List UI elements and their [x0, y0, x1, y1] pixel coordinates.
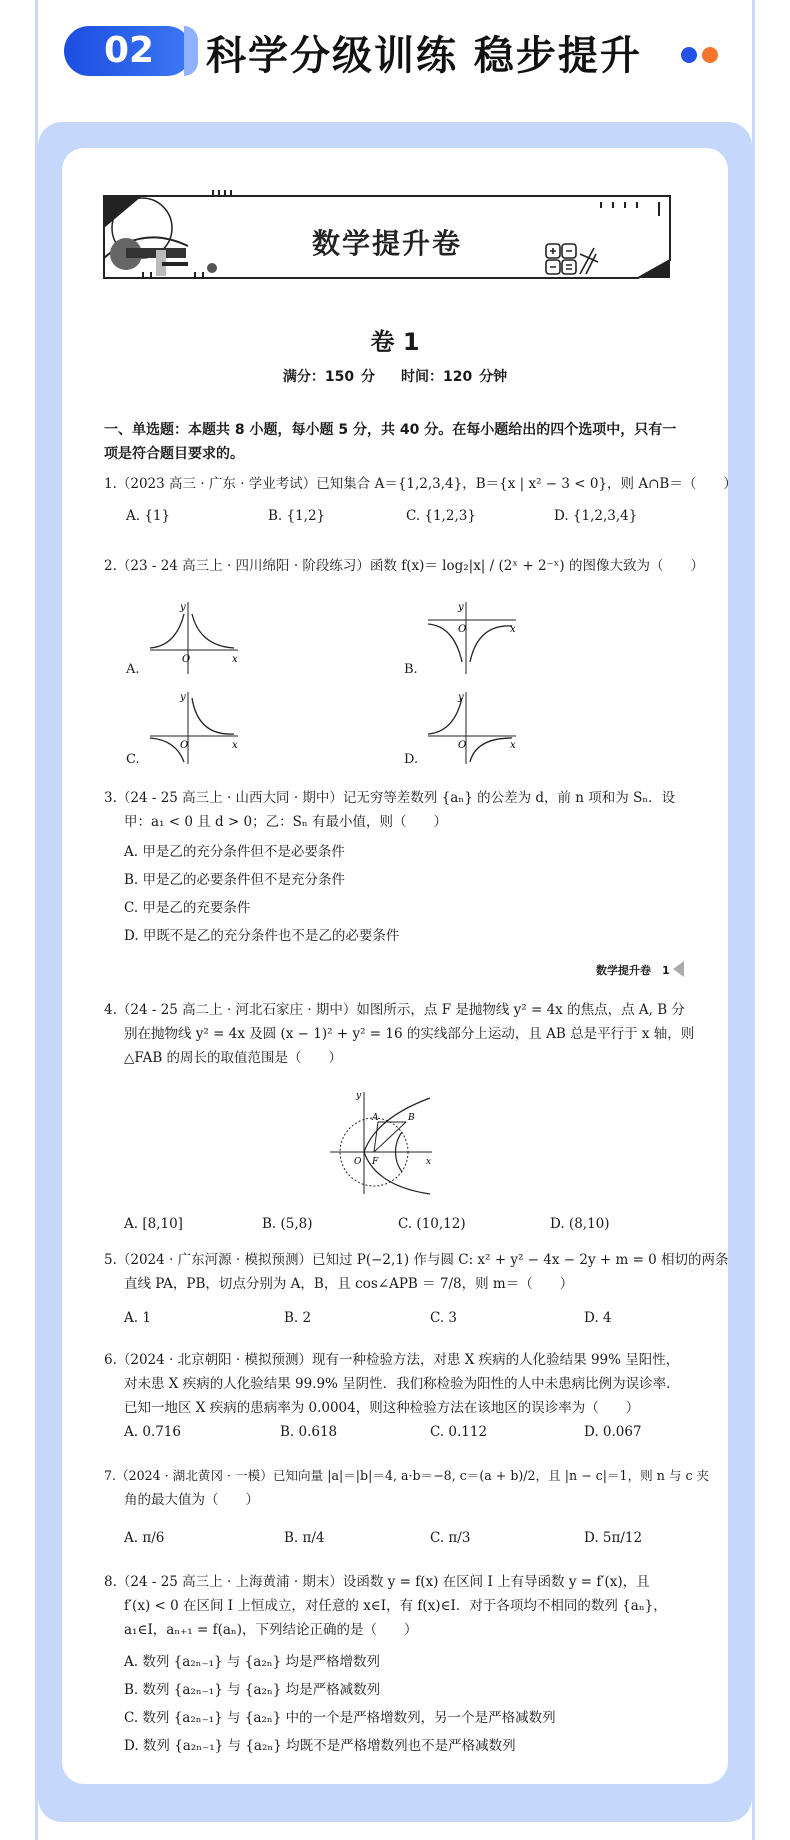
question-6 — [104, 1348, 688, 1420]
q4-option-a[interactable]: A. [8,10] — [124, 1216, 183, 1232]
question-6-options — [124, 1424, 684, 1448]
q2d-y: y — [458, 692, 464, 703]
q2-graph-d — [424, 690, 520, 766]
q4-focus: F — [372, 1157, 379, 1167]
exam-banner — [102, 188, 672, 284]
q2-label-c: C. — [126, 752, 140, 767]
q4-y: y — [356, 1091, 362, 1101]
q6-option-a[interactable]: A. 0.716 — [124, 1424, 181, 1440]
q4-diagram — [326, 1088, 436, 1198]
question-7-line1: 7.（2024 · 湖北黄冈 · 一模）已知向量 |a|＝|b|＝4, a·b＝−8, c＝(a + b)/2，且 |n − c|＝1，则 n 与 c 夹 — [104, 1468, 710, 1483]
exam-time: 时间：120 分钟 — [401, 369, 508, 385]
q2a-origin: O — [182, 654, 191, 665]
question-3-line1: 3.（24 - 25 高三上 · 山西大同 · 期中）记无穷等差数列 {aₙ} 的公差为 d，前 n 项和为 Sₙ．设 — [104, 790, 676, 806]
decor-dot-blue — [681, 47, 697, 63]
section-number-badge: 02 — [64, 26, 192, 76]
q2d-x: x — [510, 740, 516, 751]
q1-option-c[interactable]: C. {1,2,3} — [406, 508, 476, 524]
q6-option-d[interactable]: D. 0.067 — [584, 1424, 642, 1440]
q2b-y: y — [458, 602, 464, 613]
q4-x: x — [426, 1157, 432, 1167]
q4-origin: O — [354, 1157, 362, 1167]
q8-option-a[interactable]: A. 数列 {a₂ₙ₋₁} 与 {a₂ₙ} 均是严格增数列 — [124, 1654, 380, 1670]
section-instructions-line2: 项是符合题目要求的。 — [104, 446, 244, 462]
q2c-origin: O — [180, 740, 189, 751]
q4-point-a: A — [372, 1113, 379, 1123]
question-5-line1: 5.（2024 · 广东河源 · 模拟预测）已知过 P(−2,1) 作与圆 C: x² + y² − 4x − 2y + m = 0 相切的两条 — [104, 1252, 729, 1268]
question-1-options — [124, 508, 684, 532]
q1-option-b[interactable]: B. {1,2} — [268, 508, 326, 524]
question-8-options — [124, 1650, 684, 1762]
section-title: 科学分级训练 稳步提升 — [206, 33, 642, 79]
question-2-stem: 2.（23 - 24 高三上 · 四川绵阳 · 阶段练习）函数 f(x)＝ log₂|x| / (2ˣ + 2⁻ˣ) 的图像大致为（ ） — [104, 558, 704, 574]
q7-option-a[interactable]: A. π/6 — [124, 1530, 165, 1546]
q2d-origin: O — [458, 740, 467, 751]
q5-option-c[interactable]: C. 3 — [430, 1310, 458, 1326]
decor-dot-orange — [702, 47, 718, 63]
q2c-x: x — [232, 740, 238, 751]
question-4-line3: △FAB 的周长的取值范围是（ ） — [124, 1050, 343, 1066]
q8-option-d[interactable]: D. 数列 {a₂ₙ₋₁} 与 {a₂ₙ} 均既不是严格增数列也不是严格减数列 — [124, 1738, 516, 1754]
q1-option-a[interactable]: A. {1} — [126, 508, 171, 524]
q5-option-d[interactable]: D. 4 — [584, 1310, 612, 1326]
q3-option-b[interactable]: B. 甲是乙的必要条件但不是充分条件 — [124, 872, 346, 888]
question-1-stem: 1.（2023 高三 · 广东 · 学业考试）已知集合 A＝{1,2,3,4}，B＝{x | x² − 3 < 0}，则 A∩B＝（ ） — [104, 476, 737, 492]
question-4-line2: 别在抛物线 y² = 4x 及圆 (x − 1)² + y² = 16 的实线部分上运动，且 AB 总是平行于 x 轴，则 — [124, 1026, 695, 1042]
question-4 — [104, 998, 695, 1070]
q2-graph-a — [146, 600, 242, 676]
question-8 — [104, 1570, 688, 1642]
banner-title: 数学提升卷 — [311, 227, 462, 260]
question-7-options — [124, 1530, 684, 1554]
q7-option-b[interactable]: B. π/4 — [284, 1530, 325, 1546]
question-6-line2: 对未患 X 疾病的人化验结果 99.9% 呈阴性．我们称检验为阳性的人中未患病比例为误诊率． — [124, 1376, 680, 1392]
q6-option-b[interactable]: B. 0.618 — [280, 1424, 338, 1440]
question-6-line3: 已知一地区 X 疾病的患病率为 0.0004，则这种检验方法在该地区的误诊率为（ ） — [124, 1400, 640, 1416]
page-arrow-icon — [673, 961, 684, 977]
question-7-line2: 角的最大值为（ ） — [124, 1492, 259, 1508]
q7-option-c[interactable]: C. π/3 — [430, 1530, 471, 1546]
q3-option-a[interactable]: A. 甲是乙的充分条件但不是必要条件 — [124, 844, 345, 860]
q4-option-b[interactable]: B. (5,8) — [262, 1216, 313, 1232]
question-2 — [104, 554, 704, 578]
question-5-options — [124, 1310, 684, 1334]
question-8-line2: f′(x) < 0 在区间 I 上恒成立，对任意的 x∈I，有 f(x)∈I．对于各项均不相同的数列 {aₙ}， — [124, 1598, 667, 1614]
q2-label-a: A. — [126, 662, 140, 677]
page-footer: 数学提升卷 1 — [596, 964, 670, 977]
q2c-y: y — [180, 692, 186, 703]
question-3-options — [124, 840, 684, 952]
question-7 — [104, 1464, 710, 1512]
question-1 — [104, 472, 737, 496]
q7-option-d[interactable]: D. 5π/12 — [584, 1530, 643, 1546]
q3-option-d[interactable]: D. 甲既不是乙的充分条件也不是乙的必要条件 — [124, 928, 400, 944]
question-5 — [104, 1248, 729, 1296]
question-4-options — [124, 1216, 684, 1240]
section-instructions-line1: 一、单选题：本题共 8 小题，每小题 5 分，共 40 分。在每小题给出的四个选项中，只有一 — [104, 422, 677, 438]
q2a-y: y — [180, 602, 186, 613]
q2b-origin: O — [458, 624, 467, 635]
section-instructions — [104, 418, 688, 466]
question-3-line2: 甲：a₁ < 0 且 d > 0；乙：Sₙ 有最小值，则（ ） — [124, 814, 448, 830]
volume-title: 卷 1 — [370, 328, 420, 356]
q2b-x: x — [510, 624, 516, 635]
question-8-line3: a₁∈I，aₙ₊₁ = f(aₙ)，下列结论正确的是（ ） — [124, 1622, 418, 1638]
exam-meta — [0, 366, 790, 386]
q8-option-c[interactable]: C. 数列 {a₂ₙ₋₁} 与 {a₂ₙ} 中的一个是严格增数列，另一个是严格减数列 — [124, 1710, 556, 1726]
question-3 — [104, 786, 688, 834]
q2-graph-b — [424, 600, 520, 676]
q2-graph-c — [146, 690, 242, 766]
right-border-line — [752, 0, 755, 1840]
question-5-line2: 直线 PA，PB，切点分别为 A，B，且 cos∠APB ＝ 7/8，则 m＝（ ） — [124, 1276, 574, 1292]
q5-option-b[interactable]: B. 2 — [284, 1310, 312, 1326]
q2-label-d: D. — [404, 752, 419, 767]
question-6-line1: 6.（2024 · 北京朝阳 · 模拟预测）现有一种检验方法，对患 X 疾病的人化验结果 99% 呈阳性， — [104, 1352, 680, 1368]
q4-option-c[interactable]: C. (10,12) — [398, 1216, 466, 1232]
question-8-line1: 8.（24 - 25 高三上 · 上海黄浦 · 期末）设函数 y = f(x) 在区间 I 上有导函数 y = f′(x)，且 — [104, 1574, 650, 1590]
q6-option-c[interactable]: C. 0.112 — [430, 1424, 488, 1440]
q8-option-b[interactable]: B. 数列 {a₂ₙ₋₁} 与 {a₂ₙ} 均是严格减数列 — [124, 1682, 381, 1698]
section-header — [64, 22, 724, 82]
full-score: 满分：150 分 — [282, 369, 375, 385]
q2-label-b: B. — [404, 662, 418, 677]
q3-option-c[interactable]: C. 甲是乙的充要条件 — [124, 900, 251, 916]
question-4-line1: 4.（24 - 25 高二上 · 河北石家庄 · 期中）如图所示，点 F 是抛物线 y² = 4x 的焦点，点 A, B 分 — [104, 1002, 685, 1018]
q5-option-a[interactable]: A. 1 — [124, 1310, 151, 1326]
q4-option-d[interactable]: D. (8,10) — [550, 1216, 610, 1232]
q1-option-d[interactable]: D. {1,2,3,4} — [554, 508, 638, 524]
q2a-x: x — [232, 654, 238, 665]
q4-point-b: B — [408, 1113, 415, 1123]
